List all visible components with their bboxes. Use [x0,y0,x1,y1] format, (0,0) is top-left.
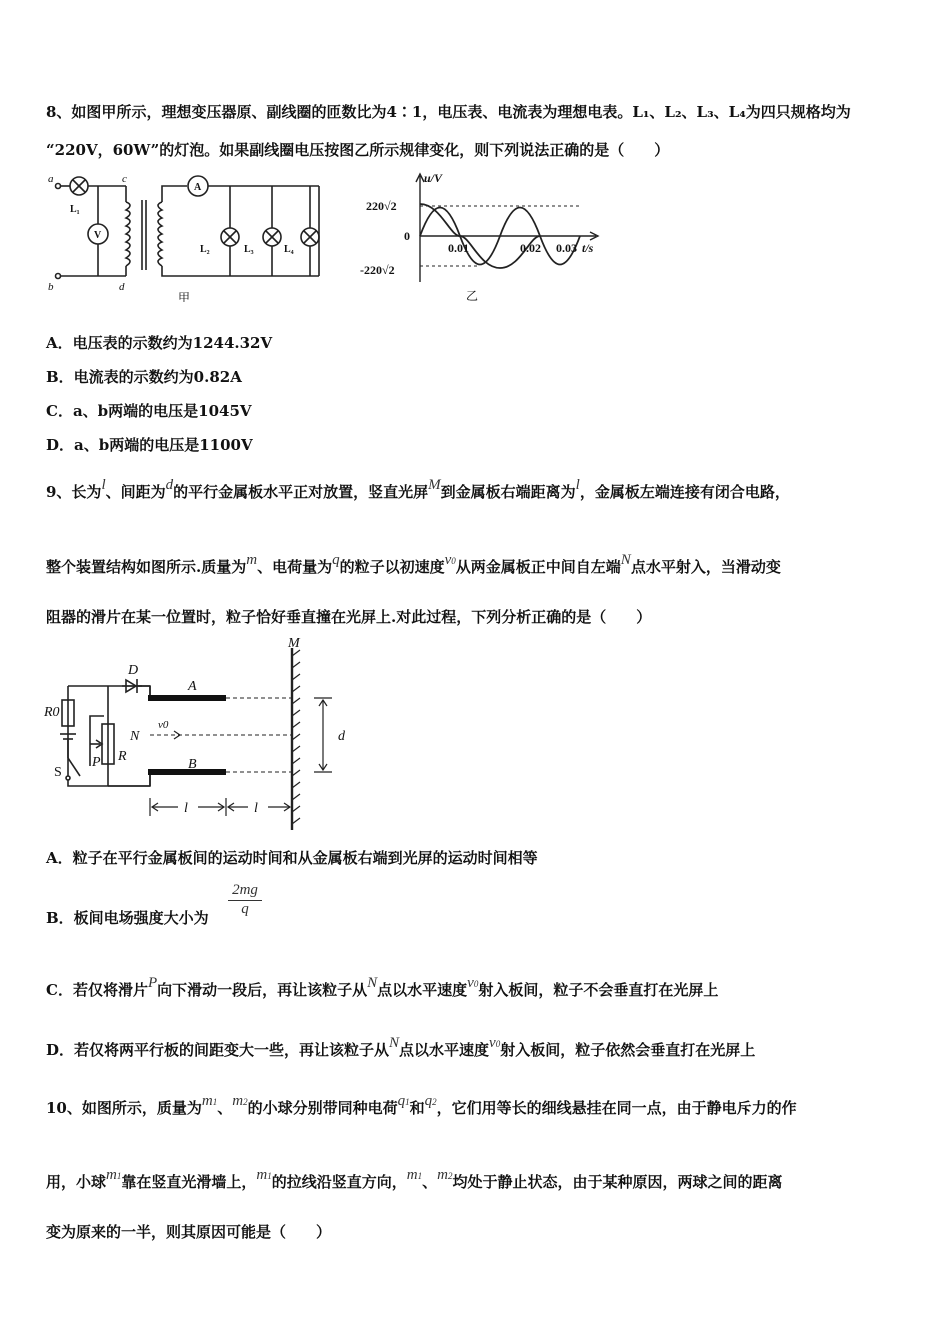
yi-xlabel: t/s [582,241,594,255]
label-V: V [94,230,102,241]
q9-line2: 整个装置结构如图所示.质量为m、电荷量为q的粒子以初速度v0从两金属板正中间自左端N点水平射入，当滑动变 [46,552,781,576]
q9-option-c: C．若仅将滑片P向下滑动一段后，再让该粒子从N点以水平速度v0射入板间，粒子不会垂直打在光屏上 [46,975,719,999]
q9-option-d: D．若仅将两平行板的间距变大一些，再让该粒子从N点以水平速度v0射入板间，粒子依然会垂直打在光屏上 [46,1035,756,1059]
q8-option-d: D．a、b两端的电压是1100V [46,436,253,454]
yi-tick-2: 0.02 [520,241,541,255]
label-S: S [54,765,62,780]
label-N: N [130,729,140,744]
q8-line2: “220V，60W”的灯泡。如果副线圈电压按图乙所示规律变化，则下列说法正确的是（ ） [46,141,670,159]
label-A: A [194,182,202,193]
label-P: P [92,755,101,770]
yi-ymin: -220√2 [360,263,395,277]
q8-figure-yi [356,170,616,306]
label-R0: R0 [44,705,60,720]
label-l-2: l [254,801,258,816]
label-v0: v0 [158,719,169,731]
yi-tick-3: 0.03 [556,241,577,255]
q10-line2: 用，小球m1靠在竖直光滑墙上，m1的拉线沿竖直方向，m1、m2均处于静止状态，由于某种原因，两球之间的距离 [46,1167,783,1191]
q9-option-b-fraction: $\frac{2mg}{q}$ [228,882,262,918]
q8-option-c: C．a、b两端的电压是1045V [46,402,252,420]
q9-line1: 9、长为l、间距为d的平行金属板水平正对放置，竖直光屏M到金属板右端距离为l，金属板左端连接有闭合电路， [46,477,790,501]
yi-origin: 0 [404,229,410,243]
q10-line3: 变为原来的一半，则其原因可能是（ ） [46,1223,332,1241]
yi-tick-1: 0.01 [448,241,469,255]
label-M: M [288,636,300,651]
q8-line1: 8、如图甲所示，理想变压器原、副线圈的匝数比为4∶1，电压表、电流表为理想电表。L₁、L₂、L₃、L₄为四只规格均为 [46,103,851,121]
label-d: d [338,729,345,744]
label-c: c [122,173,127,185]
label-L2: L₂ [200,244,210,255]
q9-option-b: B．板间电场强度大小为 [46,909,209,927]
caption-jia: 甲 [178,291,191,302]
label-L4: L₄ [284,244,294,255]
label-B-plate: B [188,757,197,772]
q8-figure-jia [44,172,334,302]
label-l-1: l [184,801,188,816]
caption-yi: 乙 [466,289,479,303]
label-A-plate: A [188,679,197,694]
label-R: R [118,749,127,764]
label-L3: L₃ [244,244,254,255]
q9-option-a: A．粒子在平行金属板间的运动时间和从金属板右端到光屏的运动时间相等 [46,849,538,867]
q8-option-a: A．电压表的示数约为1244.32V [46,334,273,352]
label-a: a [48,173,54,185]
label-L1: L₁ [70,204,80,215]
yi-ymax: 220√2 [366,199,397,213]
q8-option-b: B．电流表的示数约为0.82A [46,368,242,386]
q9-line3: 阻器的滑片在某一位置时，粒子恰好垂直撞在光屏上.对此过程，下列分析正确的是（ ） [46,608,652,626]
q9-figure-circuit [42,636,362,836]
yi-ylabel: u/V [424,171,443,185]
label-D: D [128,663,139,678]
q10-line1: 10、如图所示，质量为m1、m2的小球分别带同种电荷q1和q2，它们用等长的细线悬挂在同一点，由于静电斥力的作 [46,1093,797,1117]
label-b: b [48,281,54,293]
label-d: d [119,281,125,293]
